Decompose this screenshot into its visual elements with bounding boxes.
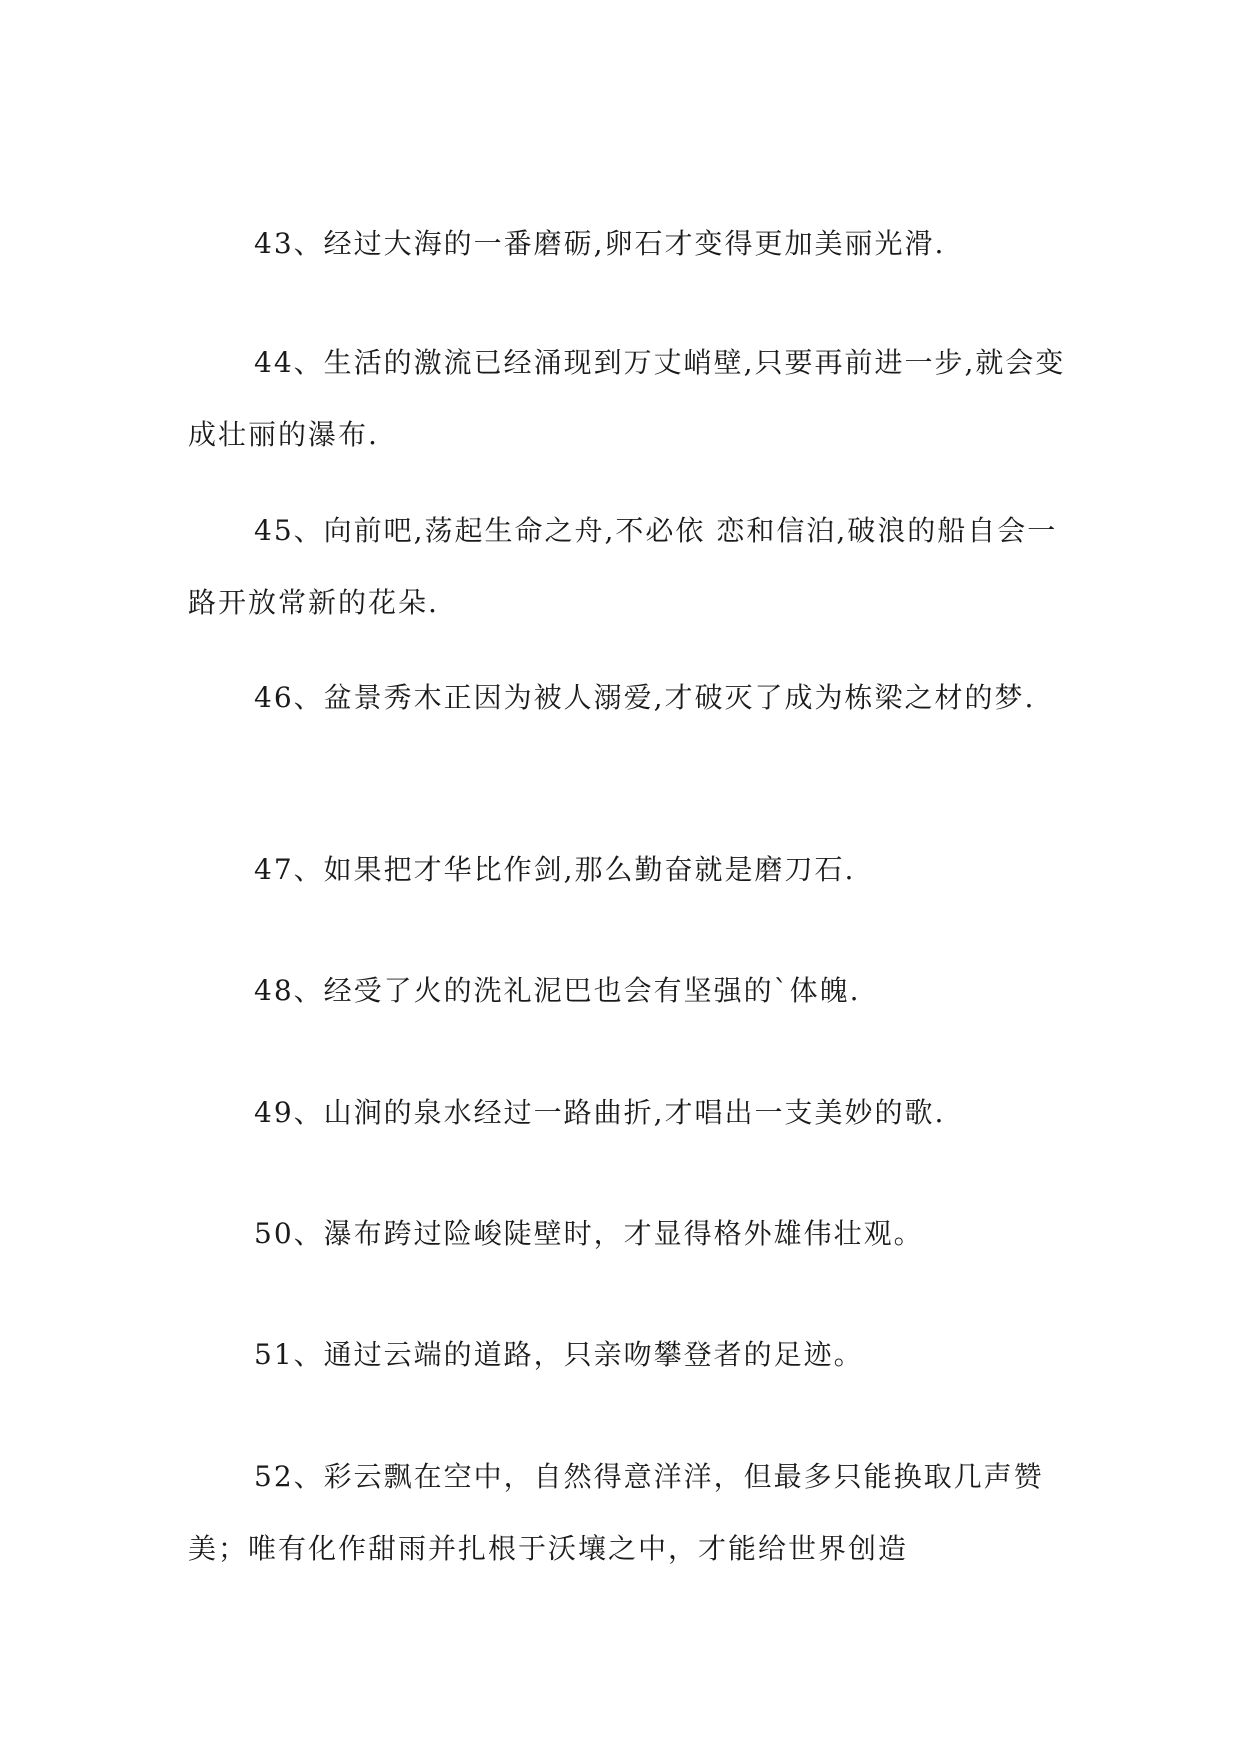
paragraph-45: 45、向前吧,荡起生命之舟,不必依 恋和信泊,破浪的船自会一路开放常新的花朵. [188,514,1058,619]
paragraph-43: 43、经过大海的一番磨砺,卵石才变得更加美丽光滑. [254,227,946,260]
paragraph-47: 47、如果把才华比作剑,那么勤奋就是磨刀石. [254,853,856,886]
paragraph-49: 49、山涧的泉水经过一路曲折,才唱出一支美妙的歌. [254,1096,946,1129]
paragraph-50: 50、瀑布跨过险峻陡壁时，才显得格外雄伟壮观。 [254,1217,924,1250]
paragraph-44: 44、生活的激流已经涌现到万丈峭壁,只要再前进一步,就会变成壮丽的瀑布. [188,346,1066,451]
paragraph-52: 52、彩云飘在空中，自然得意洋洋，但最多只能换取几声赞美；唯有化作甜雨并扎根于沃壤之中，才能给世界创造 [188,1460,1044,1565]
paragraph-48: 48、经受了火的洗礼泥巴也会有坚强的`体魄. [254,974,861,1007]
paragraph-46: 46、盆景秀木正因为被人溺爱,才破灭了成为栋梁之材的梦. [254,681,1036,714]
paragraph-51: 51、通过云端的道路，只亲吻攀登者的足迹。 [254,1338,864,1371]
